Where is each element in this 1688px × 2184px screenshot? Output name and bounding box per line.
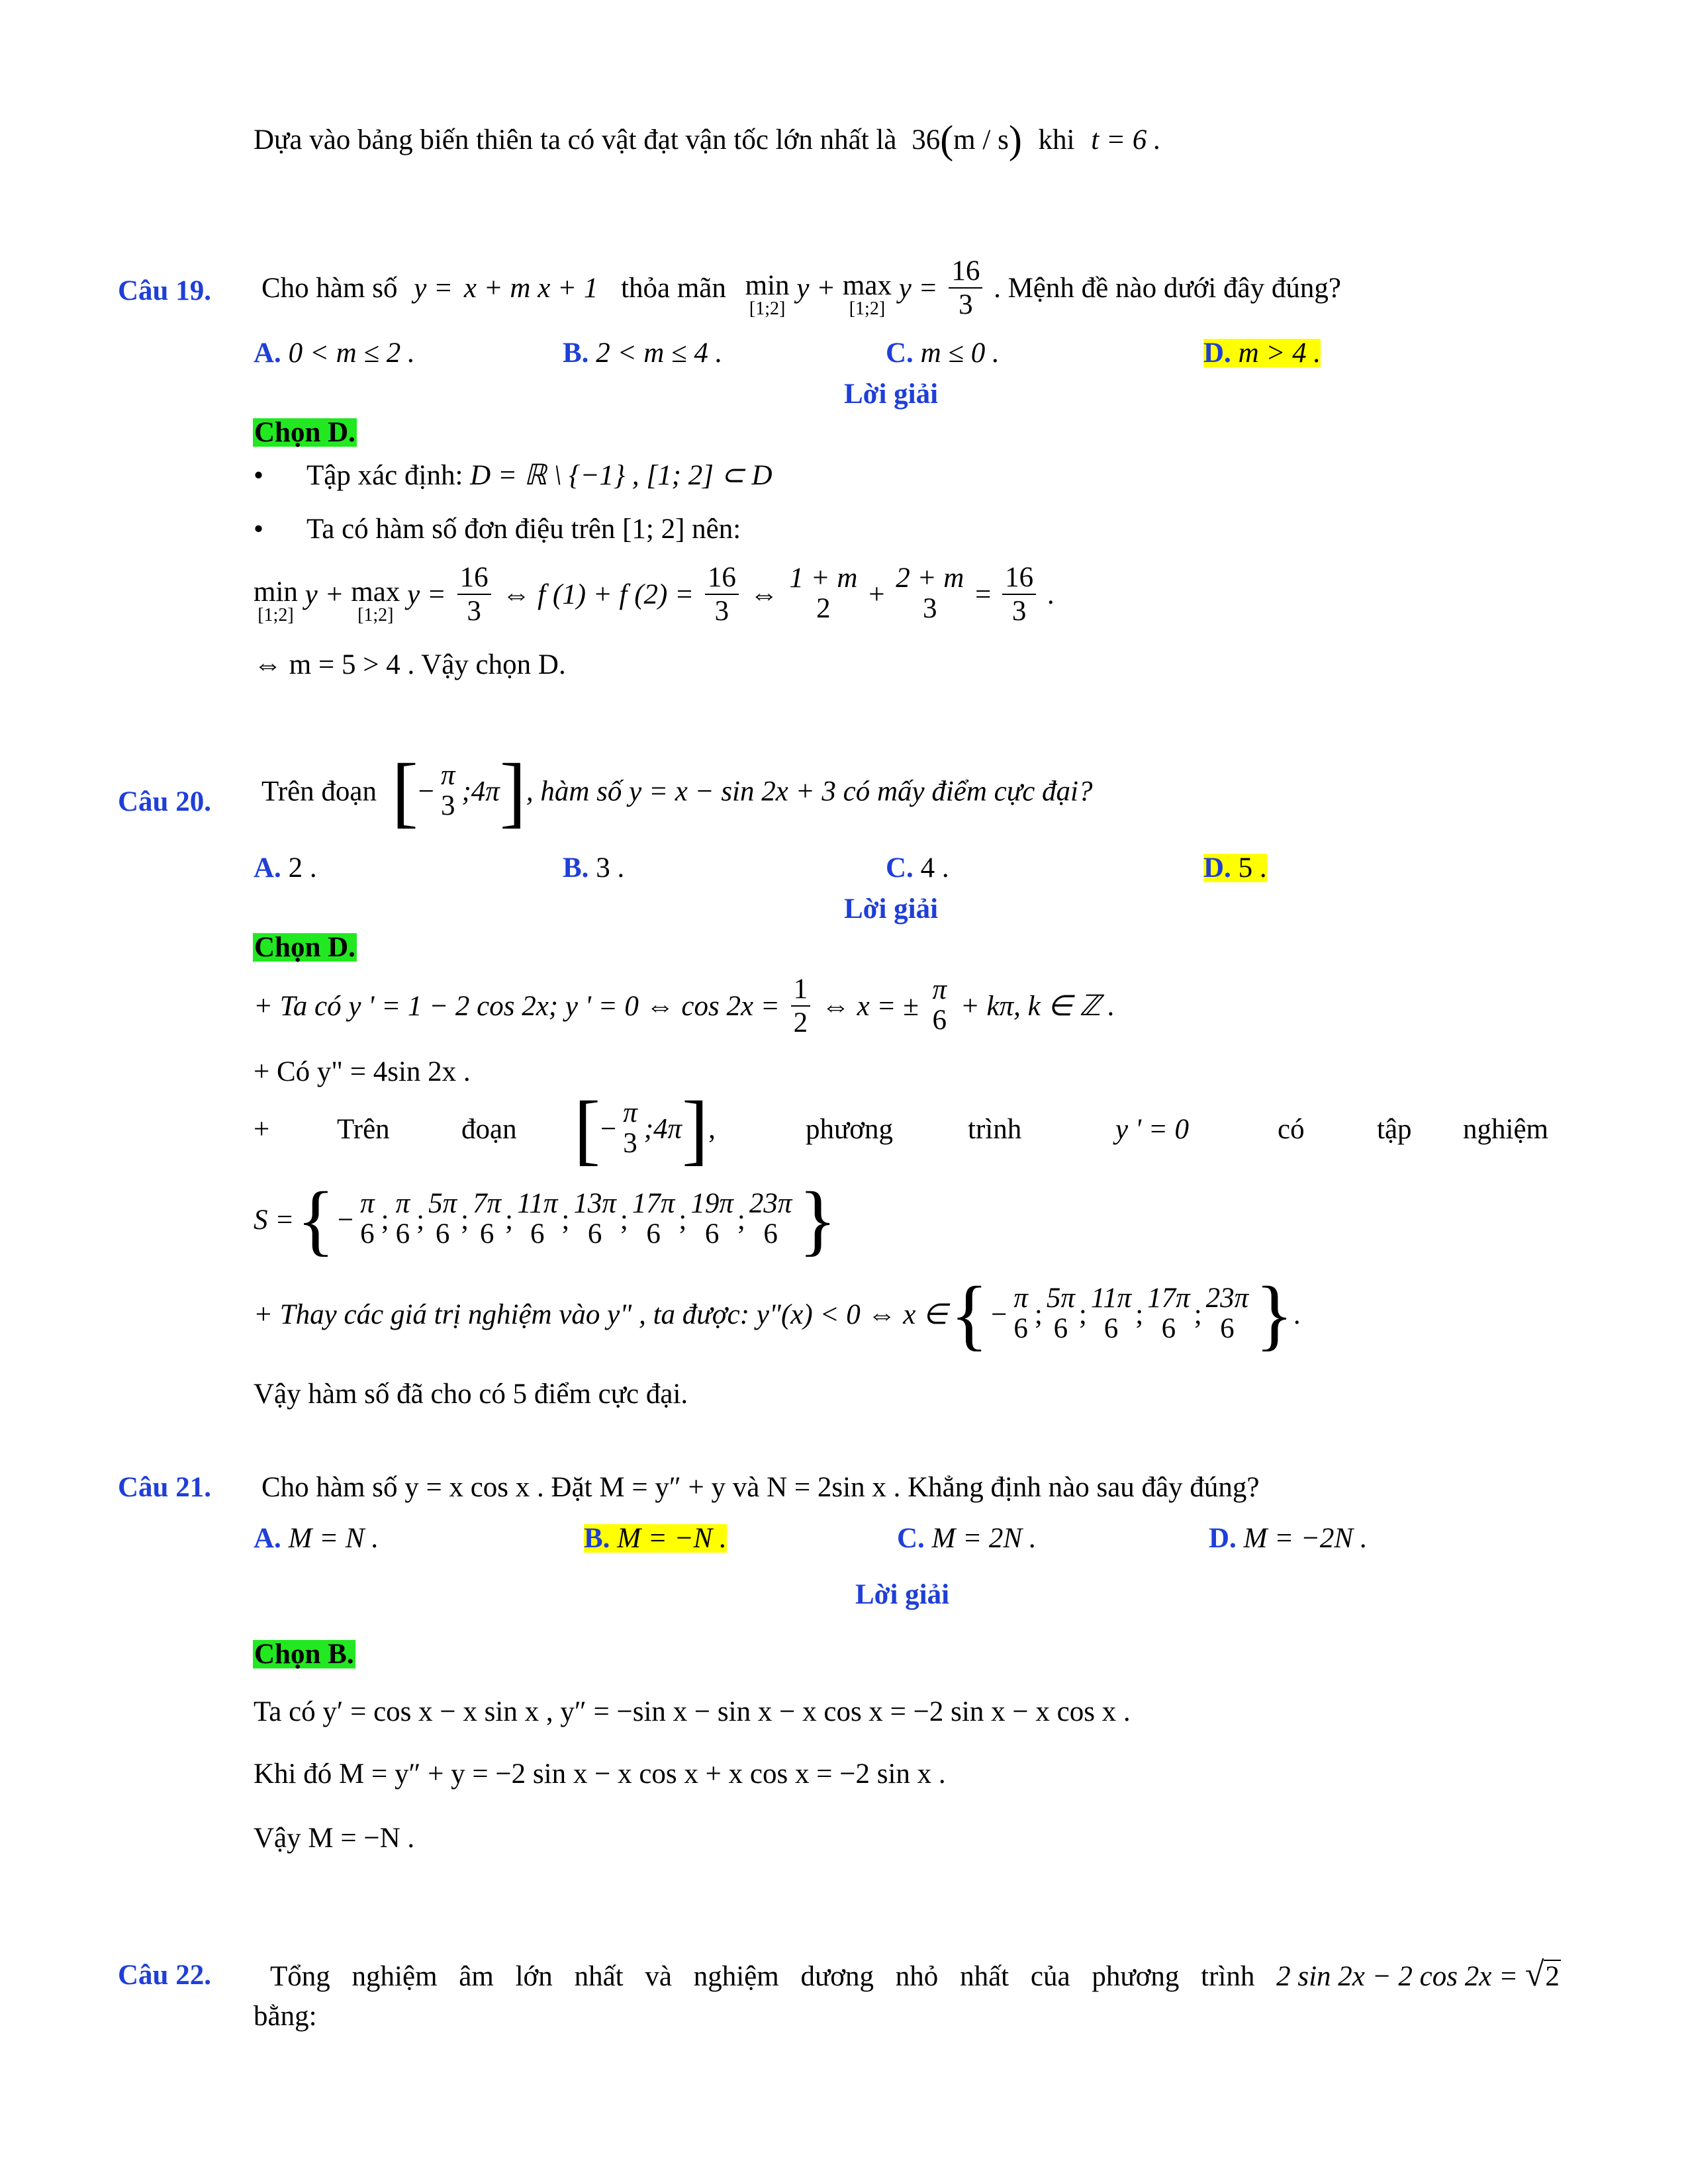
set-item: 11π 6 xyxy=(517,1188,558,1250)
q19-den: x + 1 xyxy=(538,272,598,304)
q20-conclusion: Vậy hàm số đã cho có 5 điểm cực đại. xyxy=(254,1379,688,1410)
q19-prefix: Cho hàm số xyxy=(261,272,398,304)
q19-option-c: C. m ≤ 0 . xyxy=(886,338,1000,369)
set-item: 17π 6 xyxy=(1147,1283,1190,1344)
q20-line-5: + Thay các giá trị nghiệm vào y" , ta được: y"(x) < 0 ⇔ x ∈ { − π 6 ; 5π 6 ; 11π 6 ; 17π 6 ; 23π 6 } . xyxy=(254,1270,1301,1359)
q21-stem: Cho hàm số y = x cos x . Đặt M = y″ + y và N = 2sin x . Khẳng định nào sau đây đúng? xyxy=(261,1472,1260,1503)
q19-yplus: y + xyxy=(796,272,836,304)
q19-option-a: A. 0 < m ≤ 2 . xyxy=(254,338,415,369)
intro-unit: m / s xyxy=(953,124,1009,156)
q20-answer-badge: Chọn D. xyxy=(254,932,355,963)
q21-option-a: A. M = N . xyxy=(254,1523,379,1554)
set-item: 17π 6 xyxy=(632,1188,675,1250)
set-item: 5π 6 xyxy=(1046,1283,1075,1344)
q21-option-c: C. M = 2N . xyxy=(897,1523,1037,1554)
set-item: 7π 6 xyxy=(473,1188,502,1250)
q21-label: Câu 21. xyxy=(118,1472,211,1503)
q19-solution-title: Lời giải xyxy=(844,379,939,410)
set-item: 13π 6 xyxy=(573,1188,616,1250)
set-item: 19π 6 xyxy=(690,1188,733,1250)
q20-option-c: C. 4 . xyxy=(886,852,949,884)
q22-stem: Tổng nghiệm âm lớn nhất và nghiệm dương nhỏ nhất của phương trình 2 sin 2x − 2 cos 2x = √2 xyxy=(270,1956,1560,1993)
intro-tail: khi xyxy=(1038,124,1075,156)
q20-line-1: + Ta có y ' = 1 − 2 cos 2x; y ' = 0 ⇔ cos 2x = $\frac{1}{2}$ ⇔ x = ± π 6 + kπ, k ∈ ℤ . xyxy=(254,974,1115,1039)
set-item: π 6 xyxy=(395,1188,410,1250)
q19-label: Câu 19. xyxy=(118,275,211,306)
q20-line-2: + Có y" = 4sin 2x . xyxy=(254,1056,471,1087)
q21-line-1: Ta có y′ = cos x − x sin x , y″ = −sin x − sin x − x cos x = −2 sin x − x cos x . xyxy=(254,1696,1131,1727)
set-item: 23π 6 xyxy=(1205,1283,1249,1344)
set-item: π 6 xyxy=(360,1188,375,1250)
q19-conclusion: ⇔ m = 5 > 4 . Vậy chọn D. xyxy=(254,649,566,680)
intro-text: Dựa vào bảng biến thiên ta có vật đạt vận tốc lớn nhất là xyxy=(254,124,897,156)
q19-stem xyxy=(261,255,1341,322)
q19-y: y = xyxy=(414,272,453,304)
q19-bullet-1: • Tập xác định: D = ℝ \ {−1} , [1; 2] ⊂ D xyxy=(254,460,773,491)
q19-option-b: B. 2 < m ≤ 4 . xyxy=(563,338,723,369)
q20-option-a: A. 2 . xyxy=(254,852,317,884)
q19-suffix: . Mệnh đề nào dưới đây đúng? xyxy=(994,272,1341,304)
q22-line-2: bằng: xyxy=(254,2001,317,2032)
q22-label: Câu 22. xyxy=(118,1960,211,1991)
set-item: π 6 xyxy=(1013,1283,1028,1344)
set-item: 23π 6 xyxy=(749,1188,792,1250)
q19-bullet-2: • Ta có hàm số đơn điệu trên [1; 2] nên: xyxy=(254,514,741,545)
q19-mid: thỏa mãn xyxy=(621,272,726,304)
q21-option-b: B. M = −N . xyxy=(584,1523,727,1554)
q19-rhs-fraction: $\frac{16}{3}$ xyxy=(949,255,982,322)
q21-answer-badge: Chọn B. xyxy=(254,1639,354,1670)
q19-min: min [1;2] xyxy=(745,269,790,319)
q19-option-d: D. m > 4 . xyxy=(1203,338,1321,369)
q20-option-d: D. 5 . xyxy=(1203,852,1267,884)
intro-cond: t = 6 . xyxy=(1091,124,1161,156)
set-item: 11π 6 xyxy=(1090,1283,1132,1344)
intro-line: Dựa vào bảng biến thiên ta có vật đạt vận tốc lớn nhất là 36(m / s) khi t = 6 . xyxy=(254,118,1161,161)
bullet-icon: • xyxy=(254,460,264,491)
q21-line-3: Vậy M = −N . xyxy=(254,1823,415,1854)
q19-answer-badge: Chọn D. xyxy=(254,417,355,448)
q20-line-3: + Trên đoạn [−π 3 ;4π], phương trình y ' = 0 có tập nghiệm xyxy=(254,1085,1548,1173)
bullet-icon: • xyxy=(254,514,264,545)
q19-num: x + m xyxy=(463,272,531,304)
q21-line-2: Khi đó M = y″ + y = −2 sin x − x cos x + x cos x = −2 sin x . xyxy=(254,1758,946,1790)
intro-value: 36 xyxy=(912,124,941,156)
q20-stem: Trên đoạn [−π 3 ;4π], hàm số y = x − sin 2x + 3 có mấy điểm cực đại? xyxy=(261,747,1093,836)
q21-option-d: D. M = −2N . xyxy=(1209,1523,1368,1554)
q20-solution-set: S = { − π 6 ; π 6 ; 5π 6 ; 7π 6 ; 11π 6 ; 13π 6 ; 17π 6 ; 19π 6 ; 23π 6 } xyxy=(254,1175,837,1264)
q20-option-b: B. 3 . xyxy=(563,852,625,884)
q20-solution-title: Lời giải xyxy=(844,893,939,925)
q19-max: max [1;2] xyxy=(842,269,892,319)
q19-equation: min [1;2] y + max [1;2] y = $\frac{16}{3}$ ⇔ f (1) + f (2) = $\frac{16}{3}$ ⇔ 1 + m 2 + 2 + m 3 = $\frac{16}{3}$ . xyxy=(254,562,1055,627)
q20-label: Câu 20. xyxy=(118,786,211,817)
q19-yeq: y = xyxy=(898,272,938,304)
set-item: 5π 6 xyxy=(428,1188,457,1250)
q19-fraction xyxy=(464,274,598,302)
q21-solution-title: Lời giải xyxy=(855,1579,950,1610)
